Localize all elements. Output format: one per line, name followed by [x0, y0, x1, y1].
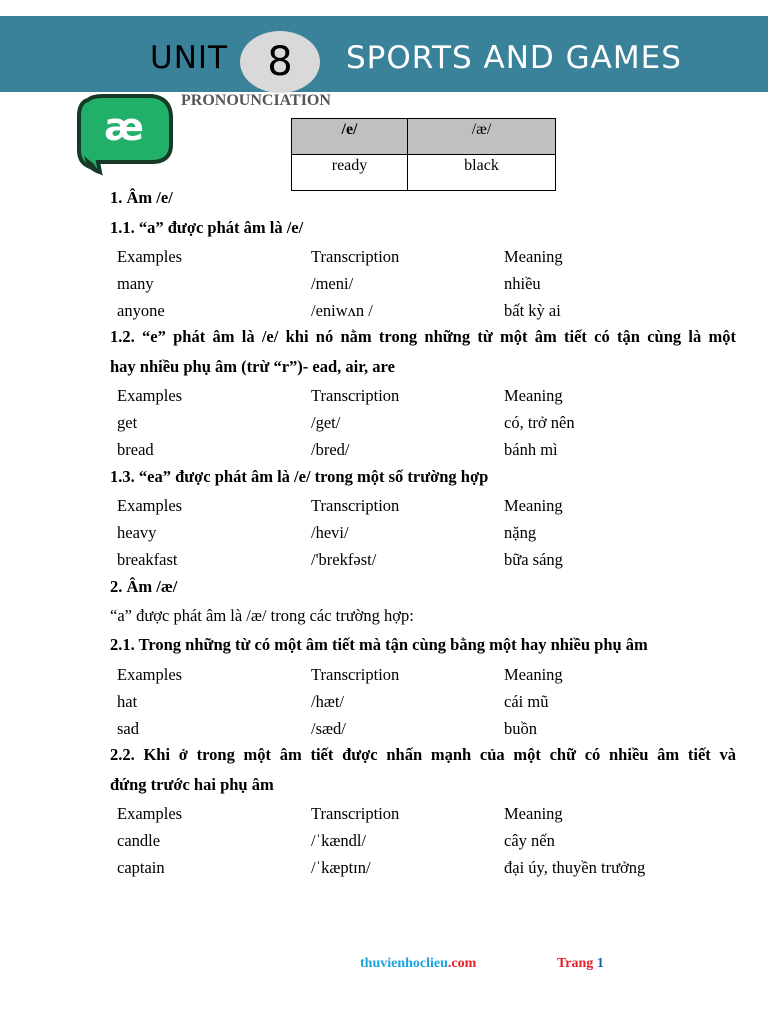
- transcription: /get/: [311, 413, 341, 432]
- section-intro: “a” được phát âm là /æ/ trong các trường hợp:: [110, 606, 414, 625]
- transcription: /eniwʌn /: [311, 301, 373, 320]
- speech-bubble-icon: [74, 90, 178, 180]
- list-item: [117, 692, 717, 714]
- list-item: [117, 550, 717, 572]
- col-header-meaning: Meaning: [504, 804, 563, 823]
- subsection-heading: 2.1. Trong những từ có một âm tiết mà tận cùng bằng một hay nhiều phụ âm: [110, 635, 648, 654]
- col-header-transcription: Transcription: [311, 804, 400, 823]
- transcription: /ˈkæptɪn/: [311, 858, 371, 877]
- transcription: /ˈkændl/: [311, 831, 367, 850]
- section-heading: 2. Âm /æ/: [110, 577, 178, 596]
- table-header-row: [292, 119, 556, 155]
- subsection-heading: 1.3. “ea” được phát âm là /e/ trong một số trường hợp: [110, 467, 489, 486]
- footer-site-name: thuvienhoclieu: [360, 956, 448, 971]
- col-header-examples: Examples: [117, 665, 183, 684]
- col-header-examples: Examples: [117, 386, 183, 405]
- col-header-meaning: Meaning: [504, 665, 563, 684]
- example-word: many: [117, 274, 154, 293]
- transcription: /hæt/: [311, 692, 345, 711]
- footer-page-value: 1: [596, 956, 604, 971]
- col-header-transcription: Transcription: [311, 496, 400, 515]
- transcription: /'brekfəst/: [311, 550, 377, 569]
- footer-page-label: Trang: [557, 956, 594, 971]
- example-word: bread: [117, 440, 154, 459]
- footer-site-tld: .com: [447, 956, 477, 971]
- table-cell: ready: [292, 155, 408, 191]
- unit-number: 8: [267, 39, 293, 85]
- col-header-examples: Examples: [117, 247, 183, 266]
- example-word: candle: [117, 831, 161, 850]
- transcription: /hevi/: [311, 523, 349, 542]
- meaning: bánh mì: [504, 440, 558, 459]
- subsection-heading: 2.2. Khi ở trong một âm tiết được nhấn mạnh của một chữ có nhiều âm tiết và: [110, 745, 736, 764]
- section-title: PRONOUNCIATION: [181, 92, 331, 109]
- col-header-meaning: Meaning: [504, 496, 563, 515]
- transcription: /meni/: [311, 274, 354, 293]
- subsection-heading: 1.2. “e” phát âm là /e/ khi nó nằm trong những từ một âm tiết có tận cùng là một: [110, 327, 736, 346]
- meaning: đại úy, thuyền trưởng: [504, 858, 646, 877]
- unit-label: UNIT: [150, 40, 228, 76]
- list-item: [117, 523, 717, 545]
- meaning: nặng: [504, 523, 537, 542]
- column-header-row: [117, 386, 717, 408]
- meaning: có, trở nên: [504, 413, 575, 432]
- example-word: heavy: [117, 523, 157, 542]
- table-row: [292, 155, 556, 191]
- subsection-heading-cont: đứng trước hai phụ âm: [110, 775, 274, 794]
- example-word: captain: [117, 858, 165, 877]
- footer-page-number: [557, 956, 604, 972]
- table-header-cell: /e/: [292, 119, 408, 155]
- col-header-examples: Examples: [117, 804, 183, 823]
- phoneme-table: [291, 118, 556, 191]
- column-header-row: [117, 804, 717, 826]
- list-item: [117, 413, 717, 435]
- list-item: [117, 858, 717, 880]
- list-item: [117, 274, 717, 296]
- table-cell: black: [408, 155, 556, 191]
- list-item: [117, 719, 717, 741]
- list-item: [117, 301, 717, 323]
- subsection-heading-cont: hay nhiều phụ âm (trừ “r”)- ead, air, are: [110, 357, 395, 376]
- example-word: anyone: [117, 301, 165, 320]
- column-header-row: [117, 247, 717, 269]
- meaning: bữa sáng: [504, 550, 563, 569]
- column-header-row: [117, 665, 717, 687]
- col-header-transcription: Transcription: [311, 386, 400, 405]
- col-header-meaning: Meaning: [504, 247, 563, 266]
- subsection-heading: 1.1. “a” được phát âm là /e/: [110, 218, 304, 237]
- meaning: cây nến: [504, 831, 555, 850]
- example-word: breakfast: [117, 550, 178, 569]
- col-header-examples: Examples: [117, 496, 183, 515]
- meaning: nhiều: [504, 274, 541, 293]
- section-heading: 1. Âm /e/: [110, 188, 173, 207]
- logo-letter: æ: [104, 105, 144, 149]
- unit-title: SPORTS AND GAMES: [346, 40, 682, 76]
- meaning: buồn: [504, 719, 537, 738]
- col-header-meaning: Meaning: [504, 386, 563, 405]
- col-header-transcription: Transcription: [311, 247, 400, 266]
- meaning: cái mũ: [504, 692, 549, 711]
- unit-number-badge: [240, 31, 320, 93]
- example-word: sad: [117, 719, 139, 738]
- list-item: [117, 440, 717, 462]
- meaning: bất kỳ ai: [504, 301, 561, 320]
- table-header-cell: /æ/: [408, 119, 556, 155]
- transcription: /bred/: [311, 440, 350, 459]
- example-word: hat: [117, 692, 138, 711]
- list-item: [117, 831, 717, 853]
- column-header-row: [117, 496, 717, 518]
- col-header-transcription: Transcription: [311, 665, 400, 684]
- example-word: get: [117, 413, 138, 432]
- footer-site-link[interactable]: [360, 956, 476, 972]
- transcription: /sæd/: [311, 719, 346, 738]
